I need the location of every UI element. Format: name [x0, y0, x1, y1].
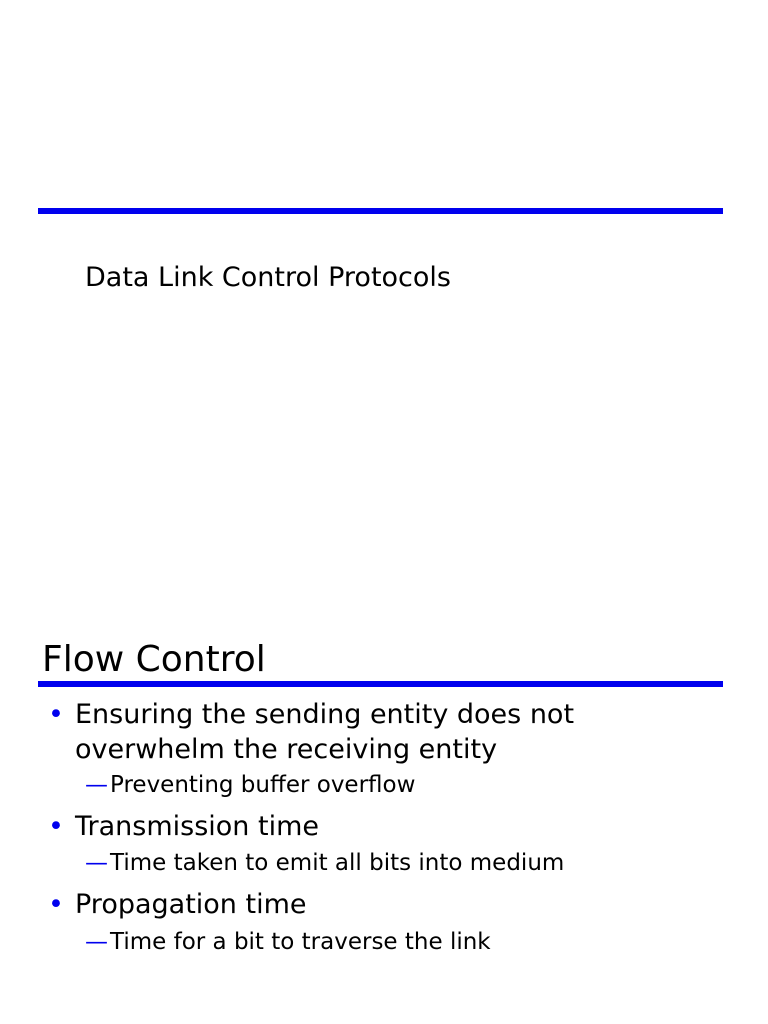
sub-bullet-item	[0, 770, 768, 800]
sub-bullet-item	[0, 848, 768, 878]
dash-marker: —	[85, 772, 108, 798]
sub-bullet-text: Preventing buffer overflow	[110, 772, 416, 798]
slide1-divider-line	[38, 208, 723, 214]
bullet-text: Propagation time	[75, 889, 307, 920]
bullet-text: Transmission time	[75, 811, 320, 842]
bullet-marker: •	[48, 889, 64, 920]
bullet-marker: •	[48, 811, 64, 842]
slide2-divider-line	[38, 681, 723, 687]
sub-bullet-item	[0, 927, 768, 957]
bullet-text: Ensuring the sending entity does not overwhelm the receiving entity	[75, 699, 575, 765]
bullet-item	[0, 887, 675, 922]
bullet-marker: •	[48, 699, 64, 730]
dash-marker: —	[85, 850, 108, 876]
sub-bullet-text: Time for a bit to traverse the link	[110, 929, 491, 955]
slide1-title: Data Link Control Protocols	[85, 262, 451, 293]
bullet-item	[0, 809, 675, 844]
bullet-list	[0, 697, 768, 957]
dash-marker: —	[85, 929, 108, 955]
slide2-title: Flow Control	[42, 639, 266, 680]
bullet-item	[0, 697, 675, 767]
sub-bullet-text: Time taken to emit all bits into medium	[110, 850, 565, 876]
